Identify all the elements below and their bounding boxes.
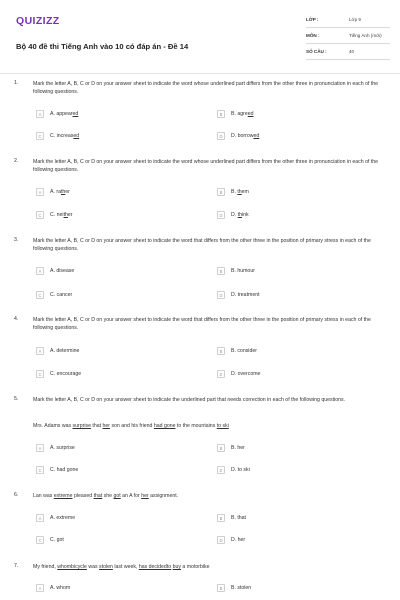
option-label: C. neither [50, 212, 73, 218]
option-label: B. that [231, 515, 246, 521]
meta-row-class [306, 12, 390, 28]
option-letter-box: A [36, 110, 44, 118]
question-text: Mark the letter A, B, C or D on your answer sheet to indicate the word whose underlined part differs from the other three in pronunciation in each of the following questions. [33, 159, 379, 173]
option-label: B. humour [231, 268, 255, 274]
question-number: 4. [14, 316, 19, 322]
meta-key: SỐ CÂU : [306, 49, 327, 54]
option-letter-box: A [36, 444, 44, 452]
option-label: D. think [231, 212, 249, 218]
option-letter-box: D [217, 211, 225, 219]
meta-value: Tiếng Anh (mới) [349, 33, 382, 38]
option-label: C. cancer [50, 292, 73, 298]
option-letter-box: C [36, 466, 44, 474]
option-label: D. borrowed [231, 133, 260, 139]
meta-key: MÔN : [306, 33, 320, 38]
option-label: A. surprise [50, 445, 75, 451]
option-label: B. consider [231, 348, 257, 354]
option-letter-box: C [36, 211, 44, 219]
header-divider [0, 73, 400, 74]
option-label: D. her [231, 537, 246, 543]
option-letter-box: C [36, 132, 44, 140]
document-title: Bộ 40 đề thi Tiếng Anh vào 10 có đáp án - Đề 14 [16, 42, 189, 51]
option-label: A. determine [50, 348, 80, 354]
option-label: B. her [231, 445, 245, 451]
worksheet-header [16, 12, 386, 70]
option-label: A. appeared [50, 111, 79, 117]
option-letter-box: B [217, 514, 225, 522]
option-letter-box: A [36, 514, 44, 522]
option-label: D. to ski [231, 467, 250, 473]
option-letter-box: A [36, 584, 44, 592]
question-sentence: My friend, whombicycle was stolen last week, has decidedto buy a motorbike [33, 564, 210, 570]
question-text: Mark the letter A, B, C or D on your answer sheet to indicate the word that differs from the other three in the position of primary stress in each of the following questions. [33, 238, 371, 252]
option-letter-box: D [217, 536, 225, 544]
option-label: C. increased [50, 133, 80, 139]
question-number: 6. [14, 492, 19, 498]
option-letter-box: A [36, 267, 44, 275]
question-number: 3. [14, 237, 19, 243]
quizizz-logo: QUIZIZZ [16, 15, 60, 27]
option-label: A. extreme [50, 515, 76, 521]
option-label: C. had gone [50, 467, 79, 473]
option-letter-box: D [217, 291, 225, 299]
question-number: 1. [14, 80, 19, 86]
option-label: C. encourage [50, 371, 82, 377]
option-label: B. stolen [231, 585, 252, 591]
option-letter-box: D [217, 466, 225, 474]
question-sentence: Lan was extreme pleased that she got an A for her assignment. [33, 493, 179, 499]
question-sentence: Mrs. Adams was surprise that her son and his friend had gone to the mountains to ski [33, 423, 229, 429]
option-label: C. got [50, 537, 64, 543]
meta-row-subject [306, 28, 390, 44]
question-text: Mark the letter A, B, C or D on your answer sheet to indicate the word that differs from the other three in the position of primary stress in each of the following questions. [33, 317, 371, 331]
option-letter-box: D [217, 370, 225, 378]
meta-key: LỚP : [306, 17, 319, 22]
question-number: 7. [14, 563, 19, 569]
meta-value: 40 [349, 49, 355, 54]
question-number: 2. [14, 158, 19, 164]
option-label: B. them [231, 189, 249, 195]
option-letter-box: C [36, 291, 44, 299]
option-letter-box: A [36, 347, 44, 355]
option-letter-box: C [36, 370, 44, 378]
option-label: D. treatment [231, 292, 260, 298]
option-letter-box: B [217, 188, 225, 196]
option-label: A. whom [50, 585, 71, 591]
option-label: A. rather [50, 189, 70, 195]
question-text: Mark the letter A, B, C or D on your answer sheet to indicate the underlined part that needs correction in each of the following questions. [33, 397, 346, 403]
option-label: D. overcome [231, 371, 261, 377]
option-label: B. agreed [231, 111, 254, 117]
option-label: A. disease [50, 268, 75, 274]
option-letter-box: B [217, 347, 225, 355]
meta-table [306, 12, 390, 60]
option-letter-box: C [36, 536, 44, 544]
option-letter-box: B [217, 584, 225, 592]
meta-value: Lớp 9 [349, 17, 361, 22]
option-letter-box: B [217, 267, 225, 275]
option-letter-box: B [217, 110, 225, 118]
option-letter-box: A [36, 188, 44, 196]
option-letter-box: B [217, 444, 225, 452]
question-number: 5. [14, 396, 19, 402]
question-text: Mark the letter A, B, C or D on your answer sheet to indicate the word whose underlined part differs from the other three in pronunciation in each of the following questions. [33, 81, 379, 95]
option-letter-box: D [217, 132, 225, 140]
meta-row-count [306, 44, 390, 60]
